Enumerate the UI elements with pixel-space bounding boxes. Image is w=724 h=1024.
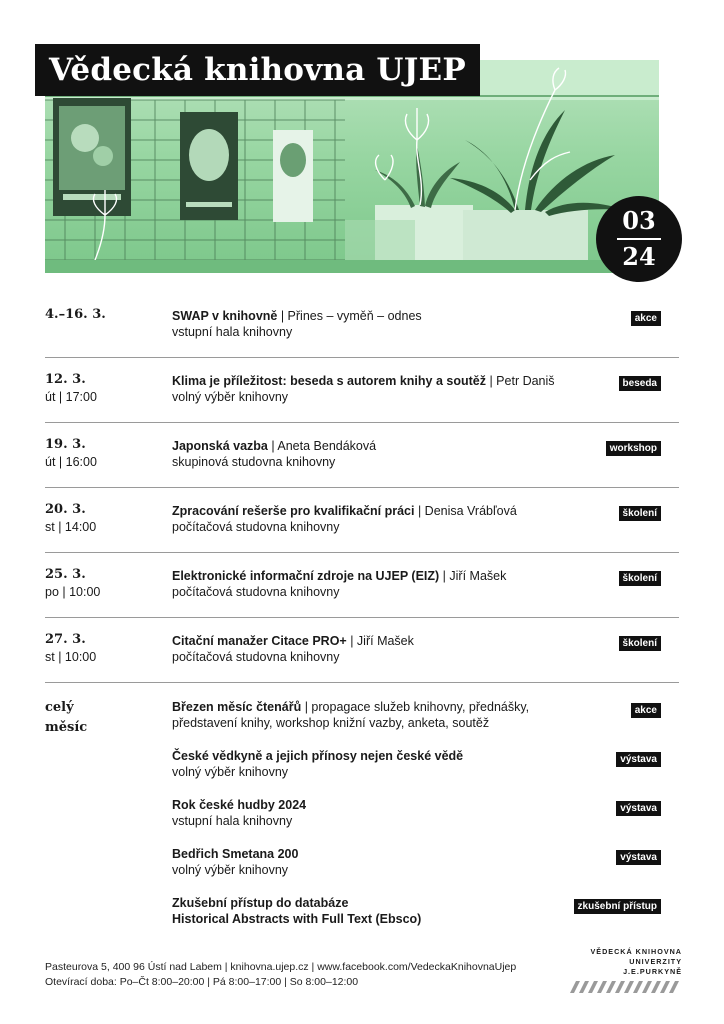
event-date: 20. 3. — [45, 502, 86, 517]
month-item — [172, 895, 679, 927]
month-item-title — [172, 846, 679, 862]
event-place: počítačová studovna knihovny — [172, 585, 340, 599]
event-title-detail: | Denisa Vrábľová — [414, 504, 517, 518]
event-date: 27. 3. — [45, 632, 86, 647]
event-time: st | 10:00 — [45, 650, 97, 664]
month-item-tag: výstava — [616, 801, 661, 816]
month-item-title-main: Zkušební přístup do databáze — [172, 896, 349, 910]
event-title — [172, 634, 414, 648]
event-title-detail: | Jiří Mašek — [346, 634, 414, 648]
month-item-place: volný výběr knihovny — [172, 765, 289, 779]
library-logo — [570, 947, 682, 993]
badge-divider — [617, 238, 661, 240]
month-item-place: volný výběr knihovny — [172, 863, 289, 877]
event-title-detail: | Jiří Mašek — [439, 569, 507, 583]
month-item — [172, 699, 679, 731]
event-date: 19. 3. — [45, 437, 86, 452]
event-row — [45, 553, 679, 618]
year-number: 24 — [622, 242, 656, 271]
event-title — [172, 504, 517, 518]
whole-month-label-line1: celý — [45, 700, 74, 715]
event-row — [45, 358, 679, 423]
month-item — [172, 846, 679, 878]
month-badge — [596, 196, 682, 282]
month-item — [172, 797, 679, 829]
event-tag: akce — [631, 311, 661, 326]
event-tag: školení — [619, 506, 661, 521]
event-time: po | 10:00 — [45, 585, 101, 599]
event-title-main: Japonská vazba — [172, 439, 268, 453]
event-row — [45, 423, 679, 488]
event-time: út | 16:00 — [45, 455, 97, 469]
whole-month-label-line2: měsíc — [45, 720, 88, 735]
event-title — [172, 569, 506, 583]
footer-contact: Pasteurova 5, 400 96 Ústí nad Labem | knihovna.ujep.cz | www.facebook.com/VedeckaKnihovnaUjep — [45, 961, 517, 973]
month-item-database-name: Historical Abstracts with Full Text (Ebsco) — [172, 912, 422, 926]
month-item-title-detail: | propagace služeb knihovny, přednášky, — [301, 700, 530, 714]
month-item-title-main: České vědkyně a jejich přínosy nejen české vědě — [172, 749, 464, 763]
month-item-place: vstupní hala knihovny — [172, 814, 293, 828]
month-item — [172, 748, 679, 780]
whole-month-label — [45, 698, 87, 738]
event-title-detail: | Petr Daniš — [485, 374, 555, 388]
logo-stripes-icon — [570, 981, 682, 993]
event-date: 12. 3. — [45, 372, 86, 387]
logo-line1: VĚDECKÁ KNIHOVNA — [590, 947, 682, 956]
month-item-title-main: Bedřich Smetana 200 — [172, 847, 299, 861]
month-item-tag: výstava — [616, 752, 661, 767]
event-title-detail: | Aneta Bendáková — [267, 439, 377, 453]
event-title — [172, 374, 555, 388]
event-time: út | 17:00 — [45, 390, 97, 404]
event-row — [45, 293, 679, 358]
month-item-title — [172, 748, 679, 764]
event-place: vstupní hala knihovny — [172, 325, 293, 339]
event-title-main: Citační manažer Citace PRO+ — [172, 634, 347, 648]
event-title-main: Zpracování rešerše pro kvalifikační práci — [172, 504, 415, 518]
footer-opening-hours: Otevírací doba: Po–Čt 8:00–20:00 | Pá 8:00–17:00 | So 8:00–12:00 — [45, 976, 359, 988]
event-row — [45, 618, 679, 683]
event-date: 25. 3. — [45, 567, 86, 582]
month-item-place: představení knihy, workshop knižní vazby, anketa, soutěž — [172, 716, 490, 730]
month-item-title — [172, 797, 679, 813]
event-tag: beseda — [619, 376, 661, 391]
event-tag: workshop — [606, 441, 661, 456]
month-number: 03 — [622, 206, 656, 235]
logo-line2: UNIVERZITY J.E.PURKYNĚ — [623, 957, 682, 976]
event-title — [172, 439, 376, 453]
event-place: počítačová studovna knihovny — [172, 650, 340, 664]
event-title — [172, 309, 422, 323]
month-item-tag: akce — [631, 703, 661, 718]
event-place: počítačová studovna knihovny — [172, 520, 340, 534]
page-title: Vědecká knihovna UJEP — [35, 44, 480, 96]
month-item-title-main: Rok české hudby 2024 — [172, 798, 307, 812]
month-item-tag: zkušební přístup — [574, 899, 661, 914]
event-place: skupinová studovna knihovny — [172, 455, 336, 469]
event-title-main: SWAP v knihovně — [172, 309, 278, 323]
event-title-detail: | Přines – vyměň – odnes — [277, 309, 422, 323]
footer — [45, 960, 516, 990]
month-item-tag: výstava — [616, 850, 661, 865]
event-list — [45, 293, 679, 683]
event-time: st | 14:00 — [45, 520, 97, 534]
event-title-main: Klima je příležitost: beseda s autorem knihy a soutěž — [172, 374, 486, 388]
event-tag: školení — [619, 636, 661, 651]
event-row — [45, 488, 679, 553]
event-date: 4.–16. 3. — [45, 307, 106, 322]
month-item-title-main: Březen měsíc čtenářů — [172, 700, 302, 714]
month-item-title — [172, 699, 679, 715]
whole-month-section — [45, 688, 679, 938]
event-title-main: Elektronické informační zdroje na UJEP (EIZ) — [172, 569, 440, 583]
event-place: volný výběr knihovny — [172, 390, 289, 404]
event-tag: školení — [619, 571, 661, 586]
